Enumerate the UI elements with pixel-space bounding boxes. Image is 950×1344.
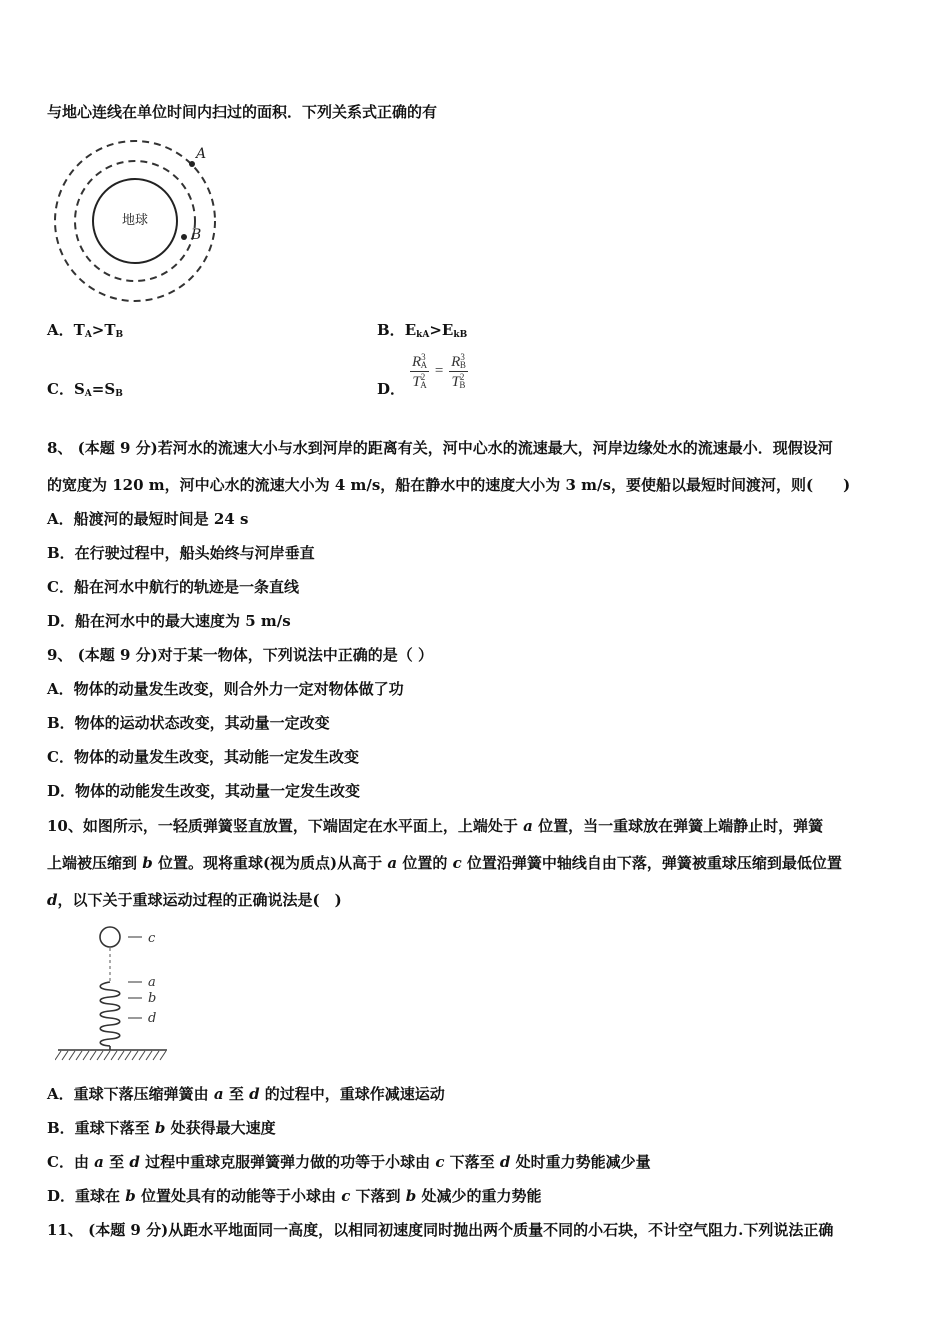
q7-option-c: C．$S_A=S_B$ [47,380,123,399]
fraction-b: $\frac{R^3_B}{T^2_B}$ [451,352,466,390]
ground-hatching [55,1051,166,1060]
label-a: A [196,146,207,162]
fraction-a: $\frac{R^3_A}{T^2_A}$ [412,352,428,390]
q8-line1: 8、 (本题 9 分)若河水的流速大小与水到河岸的距离有关，河中心水的流速最大，河岸边缘处水的流速最小．现假设河 [47,439,833,457]
q7-option-a: A．$T_A>T_B$ [47,321,124,340]
spring-figure [55,922,175,1064]
q9-option-a: A．物体的动量发生改变，则合外力一定对物体做了功 [47,680,404,698]
q9-option-b: B．物体的运动状态改变，其动量一定改变 [47,714,330,732]
q9-option-d: D．物体的动能发生改变，其动量一定发生改变 [47,782,361,800]
q9-option-c: C．物体的动量发生改变，其动能一定发生改变 [47,748,359,766]
label-c: c [148,931,156,946]
label-d: d [148,1011,157,1026]
earth-label: 地球 [122,213,149,228]
q10-option-b: B．重球下落至 b 处获得最大速度 [47,1119,276,1137]
earth-orbit-figure [50,138,220,308]
q8-line2: 的宽度为 120 m，河中心水的流速大小为 4 m/s，船在静水中的速度大小为 3 m/s，要使船以最短时间渡河，则( ) [47,476,851,494]
q9-line1: 9、 (本题 9 分)对于某一物体，下列说法中正确的是（ ） [47,646,433,664]
q11-line1: 11、 (本题 9 分)从距水平地面同一高度，以相同初速度同时抛出两个质量不同的小石块，不计空气阻力.下列说法正确 [47,1221,834,1239]
spring [100,982,120,1046]
q8-option-d: D．船在河水中的最大速度为 5 m/s [47,612,291,630]
q7-option-d-prefix: D． [377,380,406,398]
q10-line2: 上端被压缩到 b 位置。现将重球(视为质点)从高于 a 位置的 c 位置沿弹簧中轴线自由下落，弹簧被重球压缩到最低位置 [47,854,842,872]
q10-option-a: A．重球下落压缩弹簧由 a 至 d 的过程中，重球作减速运动 [47,1085,445,1103]
satellite-b [181,234,187,240]
ball [100,927,120,947]
q10-option-c: C．由 a 至 d 过程中重球克服弹簧弹力做的功等于小球由 c 下落至 d 处时重力势能减少量 [47,1153,651,1171]
label-b: B [191,227,202,243]
q10-line3: d，以下关于重球运动过程的正确说法是( ) [47,891,342,909]
q10-line1: 10、如图所示，一轻质弹簧竖直放置，下端固定在水平面上，上端处于 a 位置，当一重球放在弹簧上端静止时，弹簧 [47,817,824,835]
q7-option-b: B．$E_{kA}>E_{kB}$ [377,321,468,340]
q10-option-d: D．重球在 b 位置处具有的动能等于小球由 c 下落到 b 处减少的重力势能 [47,1187,542,1205]
label-b: b [148,991,157,1006]
q7-option-d-formula: $\frac{R^3_A}{T^2_A}$ = $\frac{R^3_B}{T^2_B}$ [412,352,466,390]
q8-option-b: B．在行驶过程中，船头始终与河岸垂直 [47,544,315,562]
q8-option-c: C．船在河水中航行的轨迹是一条直线 [47,578,299,596]
label-a: a [148,975,156,990]
q8-option-a: A．船渡河的最短时间是 24 s [47,510,249,528]
satellite-a [189,161,195,167]
intro-line: 与地心连线在单位时间内扫过的面积．下列关系式正确的有 [47,103,438,121]
